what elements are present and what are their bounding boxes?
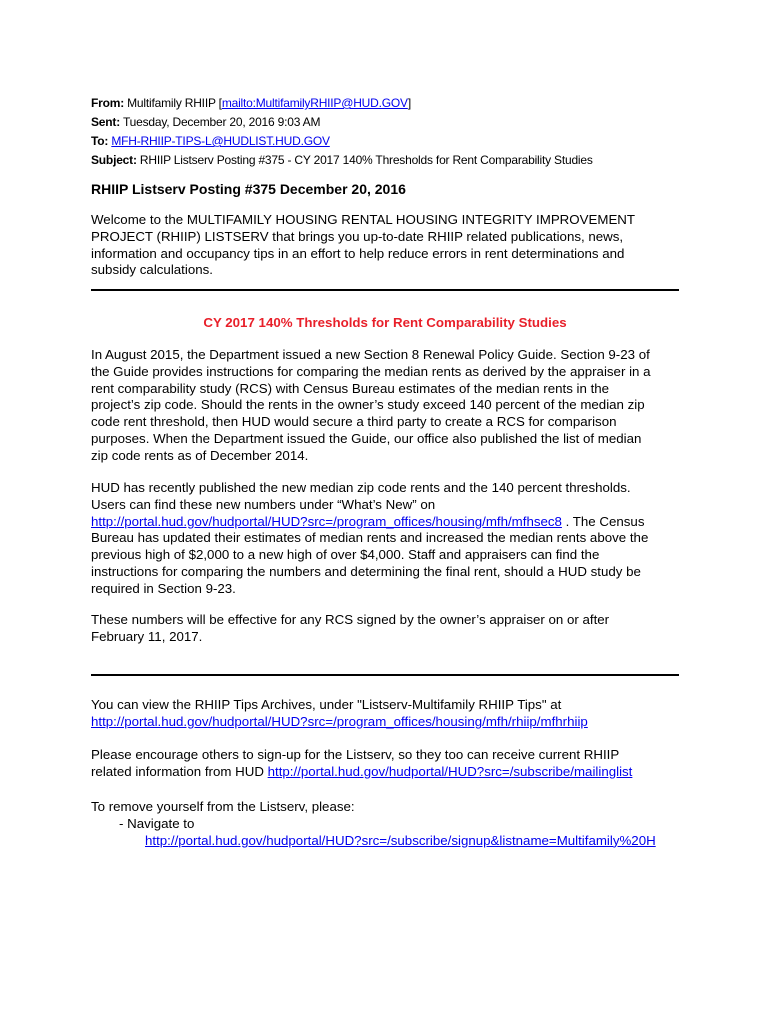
encourage-text: Please encourage others to sign-up for the Listserv, so they too can receive current RHIIP bbox=[91, 747, 620, 762]
paragraph-line: Bureau has updated their estimates of median rents and increased the median rents above the bbox=[91, 530, 649, 546]
page-title: RHIIP Listserv Posting #375 December 20, 2016 bbox=[91, 181, 406, 197]
signup-link[interactable]: http://portal.hud.gov/hudportal/HUD?src=/subscribe/signup&listname=Multifamily%20H bbox=[145, 832, 656, 848]
mailinglist-link[interactable]: http://portal.hud.gov/hudportal/HUD?src=/subscribe/mailinglist bbox=[267, 763, 633, 779]
remove-text: To remove yourself from the Listserv, please: bbox=[91, 799, 355, 814]
welcome-line: PROJECT (RHIIP) LISTSERV that brings you up-to-date RHIIP related publications, news, bbox=[91, 228, 624, 244]
paragraph-line: the Guide provides instructions for comparing the median rents as derived by the appraiser in a bbox=[91, 363, 651, 379]
to-address-link[interactable]: MFH-RHIIP-TIPS-L@HUDLIST.HUD.GOV bbox=[111, 134, 330, 148]
from-label: From: bbox=[91, 96, 124, 110]
to-label: To: bbox=[91, 134, 109, 148]
paragraph-line: purposes. When the Department issued the Guide, our office also published the list of median bbox=[91, 430, 642, 446]
divider-bottom bbox=[91, 674, 679, 676]
paragraph-new-rents bbox=[91, 480, 691, 598]
paragraph-line: zip code rents as of December 2014. bbox=[91, 447, 309, 463]
paragraph-line: previous high of $2,000 to a new high of over $4,000. Staff and appraisers can find the bbox=[91, 547, 600, 563]
archives-line bbox=[91, 714, 691, 731]
mfhsec8-link[interactable]: http://portal.hud.gov/hudportal/HUD?src=/program_offices/housing/mfh/mfhsec8 bbox=[91, 513, 562, 529]
welcome-paragraph bbox=[91, 212, 691, 279]
divider-top bbox=[91, 289, 679, 291]
paragraph-line: required in Section 9-23. bbox=[91, 580, 236, 596]
navigate-text: - Navigate to bbox=[119, 815, 195, 831]
encourage-text-2: related information from HUD bbox=[91, 763, 268, 779]
subject-value: RHIIP Listserv Posting #375 - CY 2017 140% Thresholds for Rent Comparability Studies bbox=[139, 153, 593, 167]
sent-value: Tuesday, December 20, 2016 9:03 AM bbox=[122, 115, 321, 129]
from-close: ] bbox=[407, 96, 411, 110]
subject-row bbox=[91, 151, 691, 170]
census-text: . The Census bbox=[561, 513, 645, 529]
archives-link[interactable]: http://portal.hud.gov/hudportal/HUD?src=/program_offices/housing/mfh/rhiip/mfhrhiip bbox=[91, 713, 588, 729]
paragraph-line: February 11, 2017. bbox=[91, 628, 203, 644]
welcome-line: information and occupancy tips in an effort to help reduce errors in rent determinations and bbox=[91, 245, 625, 261]
to-row bbox=[91, 132, 691, 151]
from-mailto-link[interactable]: mailto:MultifamilyRHIIP@HUD.GOV bbox=[221, 96, 408, 110]
welcome-line: Welcome to the MULTIFAMILY HOUSING RENTAL HOUSING INTEGRITY IMPROVEMENT bbox=[91, 212, 636, 227]
sent-label: Sent: bbox=[91, 115, 121, 129]
paragraph-line: These numbers will be effective for any RCS signed by the owner’s appraiser on or after bbox=[91, 612, 610, 627]
archives-text: You can view the RHIIP Tips Archives, under "Listserv-Multifamily RHIIP Tips" at bbox=[91, 697, 562, 712]
encourage-line bbox=[91, 764, 691, 781]
section-heading: CY 2017 140% Thresholds for Rent Comparability Studies bbox=[203, 315, 567, 330]
paragraph-effective bbox=[91, 612, 691, 646]
email-header bbox=[91, 94, 691, 170]
paragraph-line: rent comparability study (RCS) with Census Bureau estimates of the median rents in the bbox=[91, 380, 610, 396]
subject-label: Subject: bbox=[91, 153, 137, 167]
archives-paragraph bbox=[91, 697, 691, 731]
paragraph-line: instructions for comparing the numbers and determining the final rent, should a HUD study be bbox=[91, 563, 641, 579]
paragraph-line: project’s zip code. Should the rents in the owner’s study exceed 140 percent of the median zip bbox=[91, 397, 645, 413]
sent-row bbox=[91, 113, 691, 132]
unsubscribe-line bbox=[91, 833, 691, 850]
paragraph-line bbox=[91, 514, 691, 531]
from-name: Multifamily RHIIP [ bbox=[127, 96, 222, 110]
paragraph-line: In August 2015, the Department issued a new Section 8 Renewal Policy Guide. Section 9-23 of bbox=[91, 347, 650, 362]
from-row bbox=[91, 94, 691, 113]
remove-paragraph bbox=[91, 799, 691, 849]
paragraph-line: code rent threshold, then HUD would secure a third party to create a RCS for comparison bbox=[91, 414, 617, 430]
paragraph-line: HUD has recently published the new median zip code rents and the 140 percent thresholds. bbox=[91, 480, 631, 495]
welcome-line: subsidy calculations. bbox=[91, 262, 213, 278]
encourage-paragraph bbox=[91, 747, 691, 781]
paragraph-line: Users can find these new numbers under “What’s New” on bbox=[91, 496, 436, 512]
paragraph-guide bbox=[91, 347, 691, 465]
